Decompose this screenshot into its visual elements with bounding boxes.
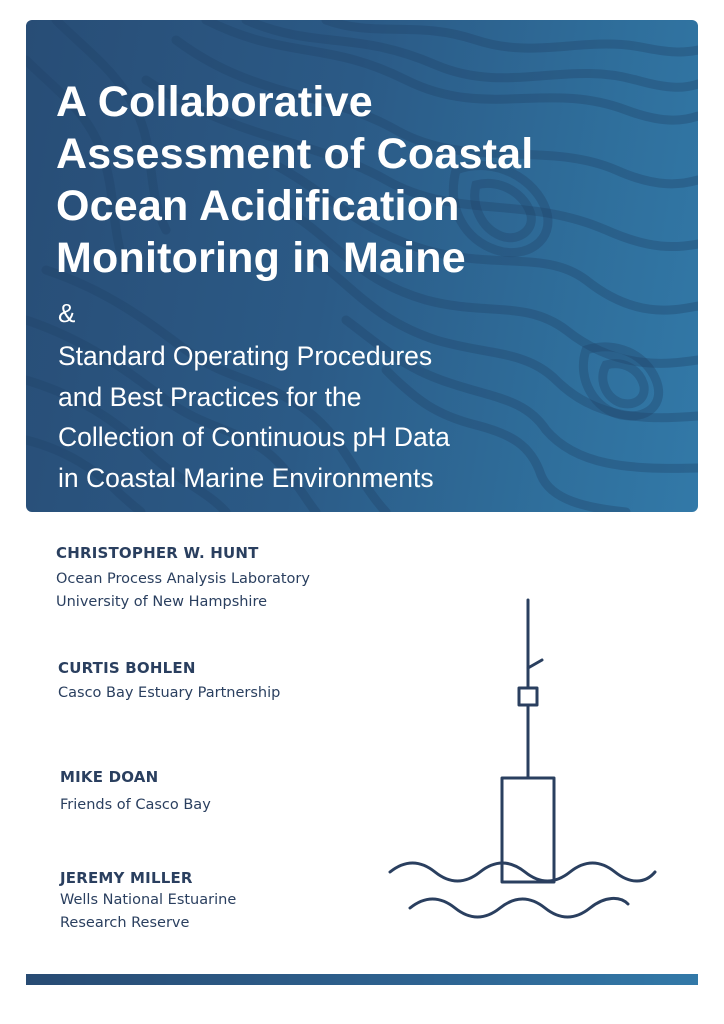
title-line: A Collaborative	[56, 78, 373, 126]
buoy-on-waves-icon	[380, 590, 670, 930]
subtitle-line: Collection of Continuous pH Data	[58, 422, 450, 452]
subtitle-line: and Best Practices for the	[58, 381, 362, 412]
title-line: Ocean Acidification	[56, 182, 460, 230]
title-line: Monitoring in Maine	[56, 234, 466, 282]
author-affiliation: Ocean Process Analysis Laboratory	[56, 571, 310, 587]
subtitle-line: in Coastal Marine Environments	[58, 462, 434, 493]
cover-banner	[26, 20, 698, 512]
document-subtitle	[58, 336, 678, 498]
author-name: CHRISTOPHER W. HUNT	[56, 544, 259, 562]
author-affiliation: University of New Hampshire	[56, 594, 268, 610]
author-affiliation: Casco Bay Estuary Partnership	[58, 685, 281, 701]
document-title	[56, 76, 676, 284]
title-line: Assessment of Coastal	[56, 130, 534, 178]
author-name: CURTIS BOHLEN	[58, 659, 196, 677]
author-name: JEREMY MILLER	[60, 869, 193, 887]
author-name: MIKE DOAN	[60, 768, 159, 786]
ampersand: &	[58, 298, 76, 328]
author-affiliation: Wells National Estuarine	[60, 892, 237, 908]
author-affiliation: Friends of Casco Bay	[60, 797, 211, 813]
author-affiliation: Research Reserve	[60, 915, 190, 931]
subtitle-line: Standard Operating Procedures	[58, 341, 433, 371]
footer-bar	[26, 974, 698, 985]
